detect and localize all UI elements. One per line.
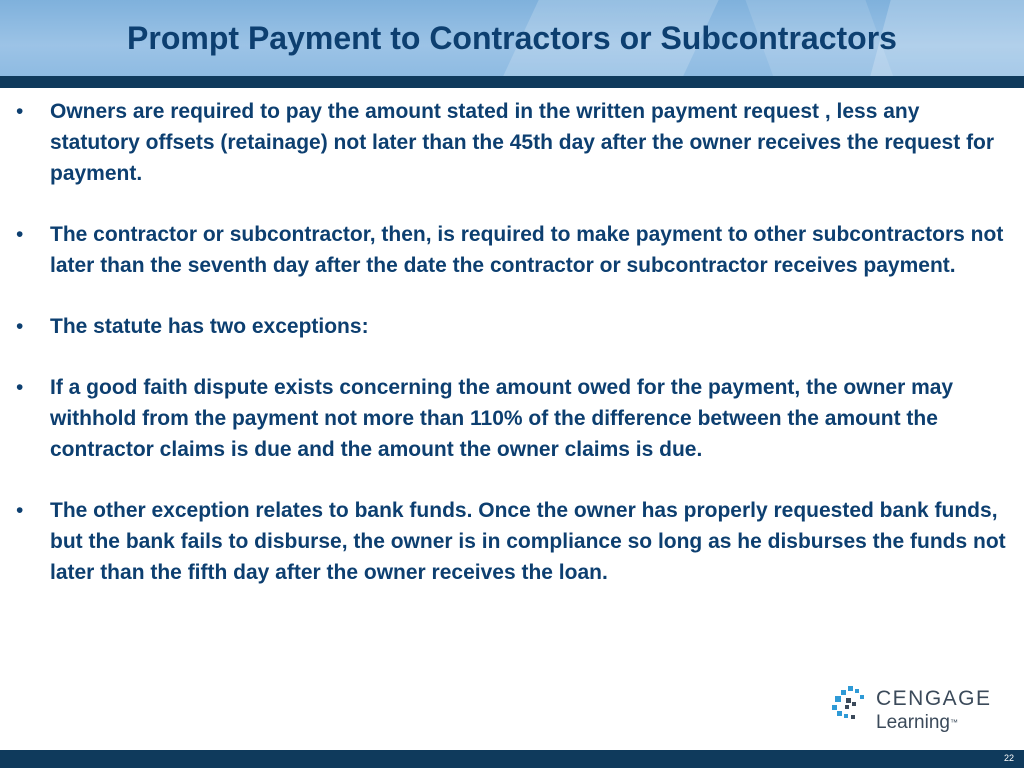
bullet-dot: • <box>16 223 24 246</box>
cengage-learning-logo <box>832 682 992 738</box>
bullet-dot: • <box>16 100 24 123</box>
bullet-text: Owners are required to pay the amount stated in the written payment request , less any statutory offsets (retainage) not later than the 45th day after the owner receives the request for payment. <box>50 100 995 185</box>
bullet-text: The contractor or subcontractor, then, is required to make payment to other subcontractors not later than the seventh day after the date the contractor or subcontractor receives payment. <box>50 223 1004 277</box>
slide-title: Prompt Payment to Contractors or Subcontractors <box>127 20 897 56</box>
bullet-dot: • <box>16 315 24 338</box>
bullet-list <box>14 96 1014 618</box>
header-rule <box>0 76 1024 88</box>
logo-text-learning-word: Learning <box>876 712 950 733</box>
bullet-text: If a good faith dispute exists concerning the amount owed for the payment, the owner may withhold from the payment not more than 110% of the difference between the amount the contractor claims is due and the amount the owner claims is due. <box>50 376 954 461</box>
cengage-logo-mark-icon <box>832 686 872 720</box>
bullet-dot: • <box>16 376 24 399</box>
footer-band <box>0 750 1024 768</box>
logo-text-learning <box>876 712 958 734</box>
bullet-dot: • <box>16 499 24 522</box>
bullet-item <box>14 311 1014 342</box>
bullet-text: The other exception relates to bank funds. Once the owner has properly requested bank funds, but the bank fails to disburse, the owner is in compliance so long as he disburses the funds not later than the fifth day after the owner receives the loan. <box>50 499 1006 584</box>
bullet-item <box>14 96 1014 189</box>
bullet-item <box>14 219 1014 281</box>
logo-text-cengage: CENGAGE <box>876 687 992 710</box>
trademark-symbol: ™ <box>949 718 958 727</box>
bullet-item <box>14 495 1014 588</box>
bullet-text: The statute has two exceptions: <box>50 315 369 338</box>
page-number: 22 <box>1003 753 1014 763</box>
bullet-item <box>14 372 1014 465</box>
